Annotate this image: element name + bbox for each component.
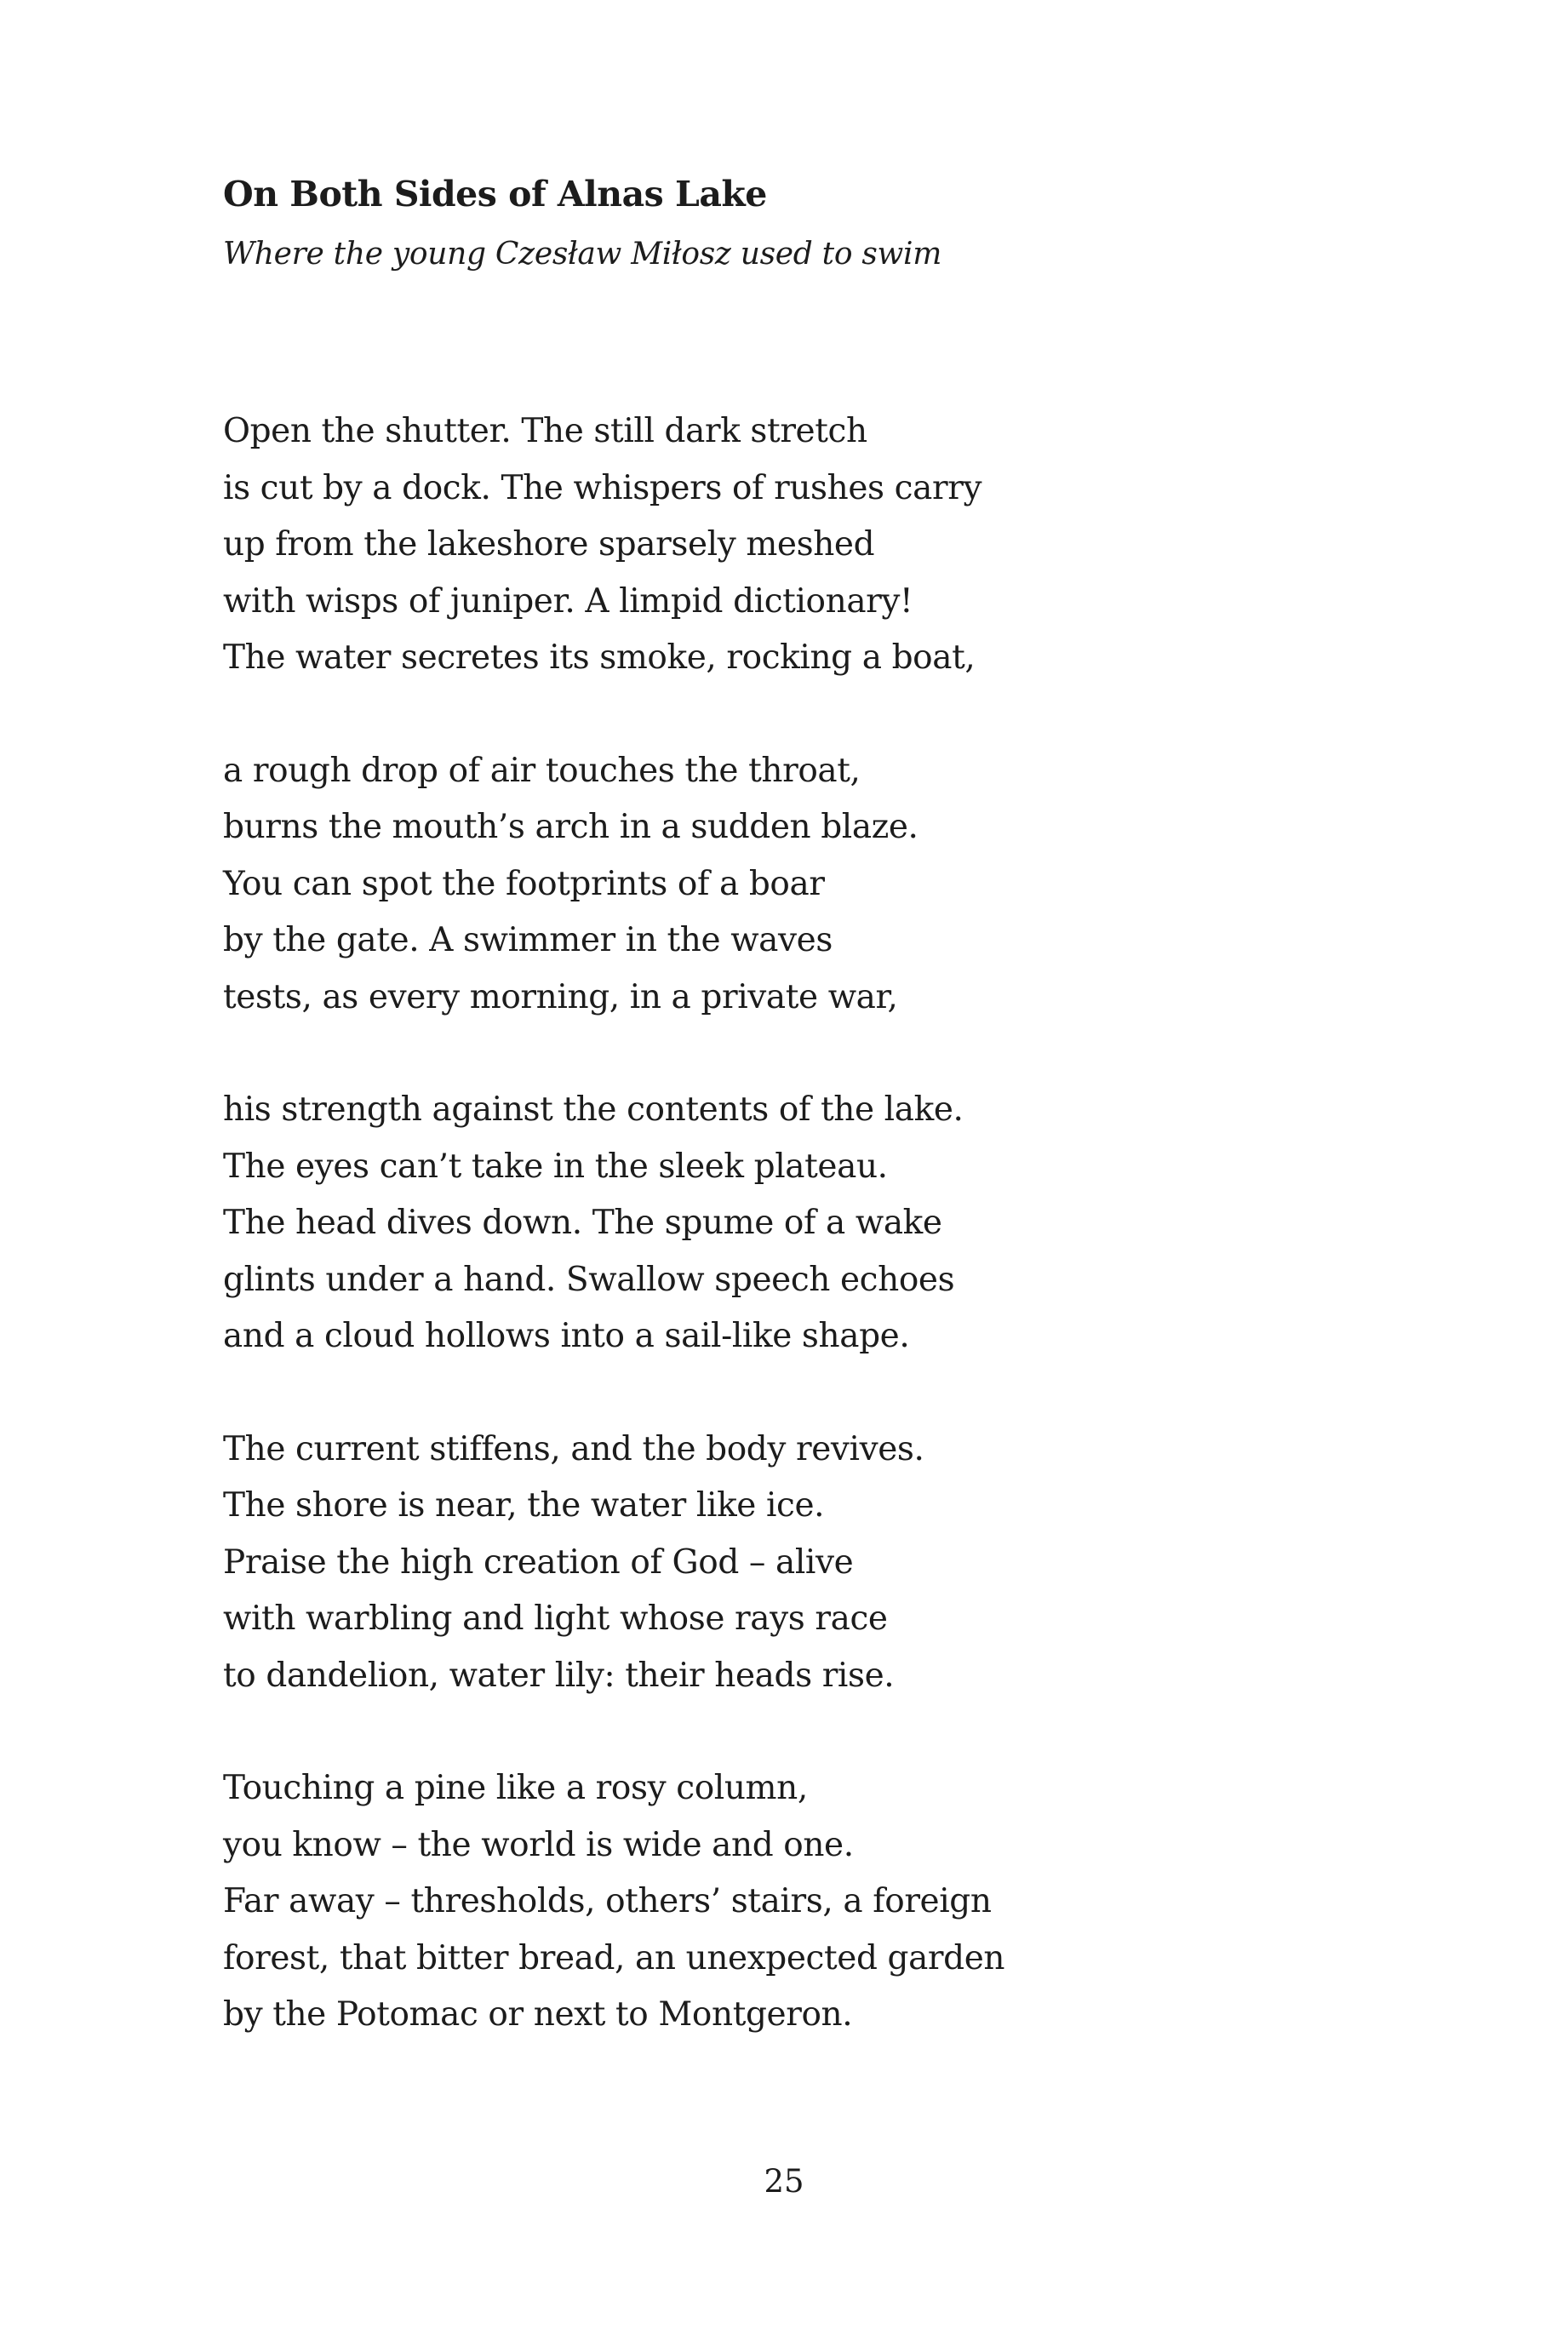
poem-line: Open the shutter. The still dark stretch [223,412,867,450]
poem-line: glints under a hand. Swallow speech echoes [223,1260,955,1299]
stanza-3 [223,1082,1415,1365]
poem-title: On Both Sides of Alnas Lake [223,174,767,215]
poem-line: burns the mouth’s arch in a sudden blaze. [223,808,918,846]
poem-line: forest, that bitter bread, an unexpected garden [223,1938,1005,1977]
poem-line: Praise the high creation of God – alive [223,1542,854,1582]
poem-line: to dandelion, water lily: their heads rise. [223,1656,895,1695]
poem-line: The head dives down. The spume of a wake [223,1204,942,1242]
stanza-2 [223,743,1415,1027]
stanza-1 [223,403,1415,687]
poem-line: and a cloud hollows into a sail-like shape. [223,1317,910,1355]
poem-line: The eyes can’t take in the sleek plateau. [223,1147,888,1186]
stanza-4 [223,1422,1415,1705]
poem-subtitle: Where the young Czesław Miłosz used to swim [223,237,942,272]
stanza-5 [223,1760,1415,2044]
poem-line: The current stiffens, and the body revives. [223,1429,924,1468]
poem-line: by the gate. A swimmer in the waves [223,921,833,959]
poem-line: You can spot the footprints of a boar [223,864,825,903]
poem-line: The water secretes its smoke, rocking a boat, [223,638,976,677]
poem-line: Touching a pine like a rosy column, [223,1769,808,1807]
poem-line: with warbling and light whose rays race [223,1599,888,1638]
poem-line: by the Potomac or next to Montgeron. [223,1995,853,2034]
poem-line: up from the lakeshore sparsely meshed [223,525,875,564]
poem-line: his strength against the contents of the lake. [223,1090,964,1129]
poem-line: you know – the world is wide and one. [223,1825,854,1864]
poem-line: a rough drop of air touches the throat, [223,751,861,790]
page-number: 25 [764,2163,804,2200]
poem-line: tests, as every morning, in a private war, [223,977,898,1016]
poem-line: The shore is near, the water like ice. [223,1486,825,1525]
poem-line: is cut by a dock. The whispers of rushes carry [223,468,982,507]
poem-line: Far away – thresholds, others’ stairs, a foreign [223,1882,992,1920]
poem-line: with wisps of juniper. A limpid dictionary! [223,581,913,621]
poem-body [223,403,1415,2100]
